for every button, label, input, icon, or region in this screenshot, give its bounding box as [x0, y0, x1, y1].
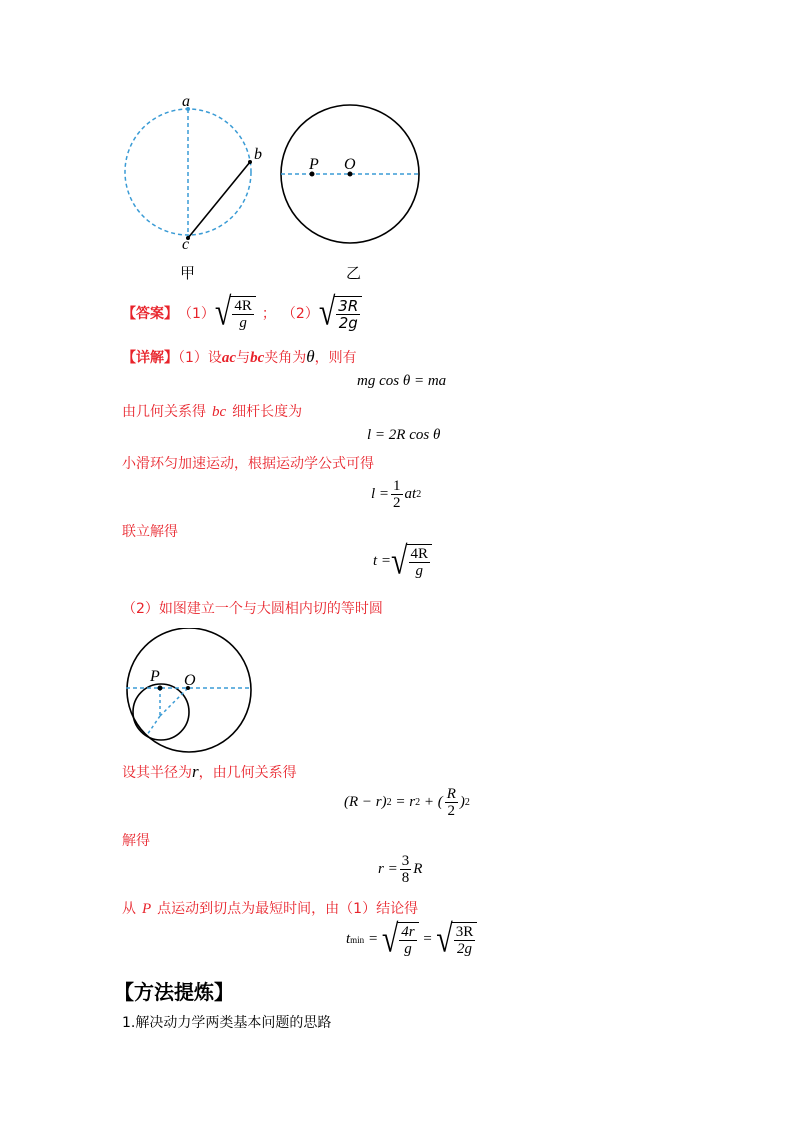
equation-6: [378, 853, 422, 886]
detail-line2: [122, 401, 302, 421]
theta: θ: [306, 347, 315, 366]
seg-bc: bc: [250, 350, 265, 366]
figure-2: [120, 628, 260, 758]
eq7-eq1: =: [364, 931, 382, 947]
eq5-left: (R − r): [344, 794, 387, 810]
label-p-yi: P: [309, 156, 319, 173]
eq7-sub: min: [350, 934, 365, 945]
detail-line3: 小滑环匀加速运动，根据运动学公式可得: [122, 456, 374, 472]
eq7-eq2: =: [418, 931, 437, 947]
eq5-mid: = r: [391, 794, 416, 810]
equation-2: l = 2R cos θ: [367, 427, 441, 443]
caption-yi: 乙: [346, 264, 362, 282]
answer1-num: 4R: [234, 297, 252, 314]
answer-sep: ；: [261, 306, 276, 322]
label-p-fig2: P: [150, 668, 160, 685]
part2-line6: [122, 762, 297, 782]
seg-bc-2: bc: [212, 404, 227, 420]
answer-part1: （1）: [178, 306, 215, 322]
eq3-sup: 2: [416, 489, 422, 500]
line8-a: 从: [122, 901, 136, 917]
answer-line: [122, 290, 362, 334]
eq6-right: R: [413, 861, 423, 877]
eq7-num2: 3R: [455, 924, 474, 940]
detail-line1: [122, 347, 357, 367]
answer-part2: （2）: [281, 306, 319, 322]
line6-b: ，由几何关系得: [198, 765, 297, 781]
seg-ac: ac: [221, 350, 237, 366]
equation-3: [371, 478, 421, 511]
answer1-den: g: [239, 314, 247, 331]
equation-1: mg cos θ = ma: [357, 373, 447, 389]
method-item-1: 1.解决动力学两类基本问题的思路: [122, 1015, 332, 1031]
equation-5: [344, 786, 470, 819]
detail-line1-c: 夹角为: [264, 350, 307, 366]
detail-line1-d: ，则有: [314, 350, 357, 366]
equation-7: [346, 917, 477, 961]
eq4-den: g: [415, 563, 424, 579]
caption-jia: 甲: [180, 264, 196, 282]
eq7-num1: 4r: [401, 924, 415, 940]
eq6-num: 3: [401, 853, 410, 869]
r-symbol: r: [192, 762, 199, 781]
eq5-close: ): [459, 794, 465, 810]
eq6-left: r =: [378, 861, 398, 877]
eq4-sqrt: √ $\frac{4R}{g}$: [391, 544, 432, 579]
part2-line8: [122, 898, 418, 918]
detail-line2-b: 细杆长度为: [232, 404, 303, 420]
eq5-sup2: 2: [415, 797, 421, 808]
label-b: b: [254, 146, 262, 163]
eq4-left: t =: [373, 553, 392, 569]
method-heading: 【方法提炼】: [114, 980, 234, 1004]
figure-jia: [115, 92, 275, 282]
detail-line1-b: 与: [236, 350, 251, 366]
equation-4: [373, 539, 432, 583]
answer2-num: 3R: [338, 296, 359, 315]
eq3-left: l =: [371, 486, 390, 502]
eq5-sup1: 2: [386, 797, 392, 808]
eq5-den: 2: [447, 803, 456, 819]
answer2-den: 2g: [338, 313, 358, 332]
p-symbol: P: [142, 901, 152, 917]
line6-a: 设其半径为: [122, 765, 192, 781]
answer2-sqrt: √ $\frac{3R}{2g}$: [319, 296, 362, 331]
label-o-yi: O: [344, 156, 356, 173]
part2-line7: 解得: [122, 833, 150, 849]
eq7-sqrt2: √ $\frac{3R}{2g}$: [436, 922, 477, 957]
eq6-den: 8: [401, 870, 410, 886]
eq4-num: 4R: [410, 546, 429, 562]
eq6-frac: [400, 853, 412, 886]
eq3-frac: [391, 478, 403, 511]
detail-line5: （2）如图建立一个与大圆相内切的等时圆: [122, 601, 383, 617]
eq3-num: 1: [393, 478, 401, 494]
detail-tag: 【详解】: [122, 350, 178, 366]
eq5-num: R: [446, 786, 456, 802]
eq7-sqrt1: √ $\frac{4r}{g}$: [382, 922, 419, 957]
eq5-sup3: 2: [464, 797, 470, 808]
answer1-sqrt: √ $\frac{4R}{g}$: [215, 296, 256, 331]
line8-b: 点运动到切点为最短时间，由（1）结论得: [157, 901, 419, 917]
eq7-den2: 2g: [456, 941, 472, 957]
detail-line1-a: （1）设: [178, 350, 222, 366]
figure-yi: [278, 102, 424, 248]
eq5-frac: [445, 786, 458, 819]
detail-line2-a: 由几何关系得: [122, 404, 206, 420]
detail-line4: 联立解得: [122, 524, 178, 540]
eq7-t: t: [346, 931, 351, 947]
eq3-den: 2: [393, 495, 401, 511]
label-c: c: [182, 236, 190, 253]
eq7-den1: g: [404, 941, 412, 957]
answer-tag: 【答案】: [122, 306, 178, 322]
eq3-right: at: [404, 486, 417, 502]
label-o-fig2: O: [184, 672, 196, 689]
label-a: a: [182, 93, 190, 110]
eq5-plus: + (: [420, 794, 443, 810]
